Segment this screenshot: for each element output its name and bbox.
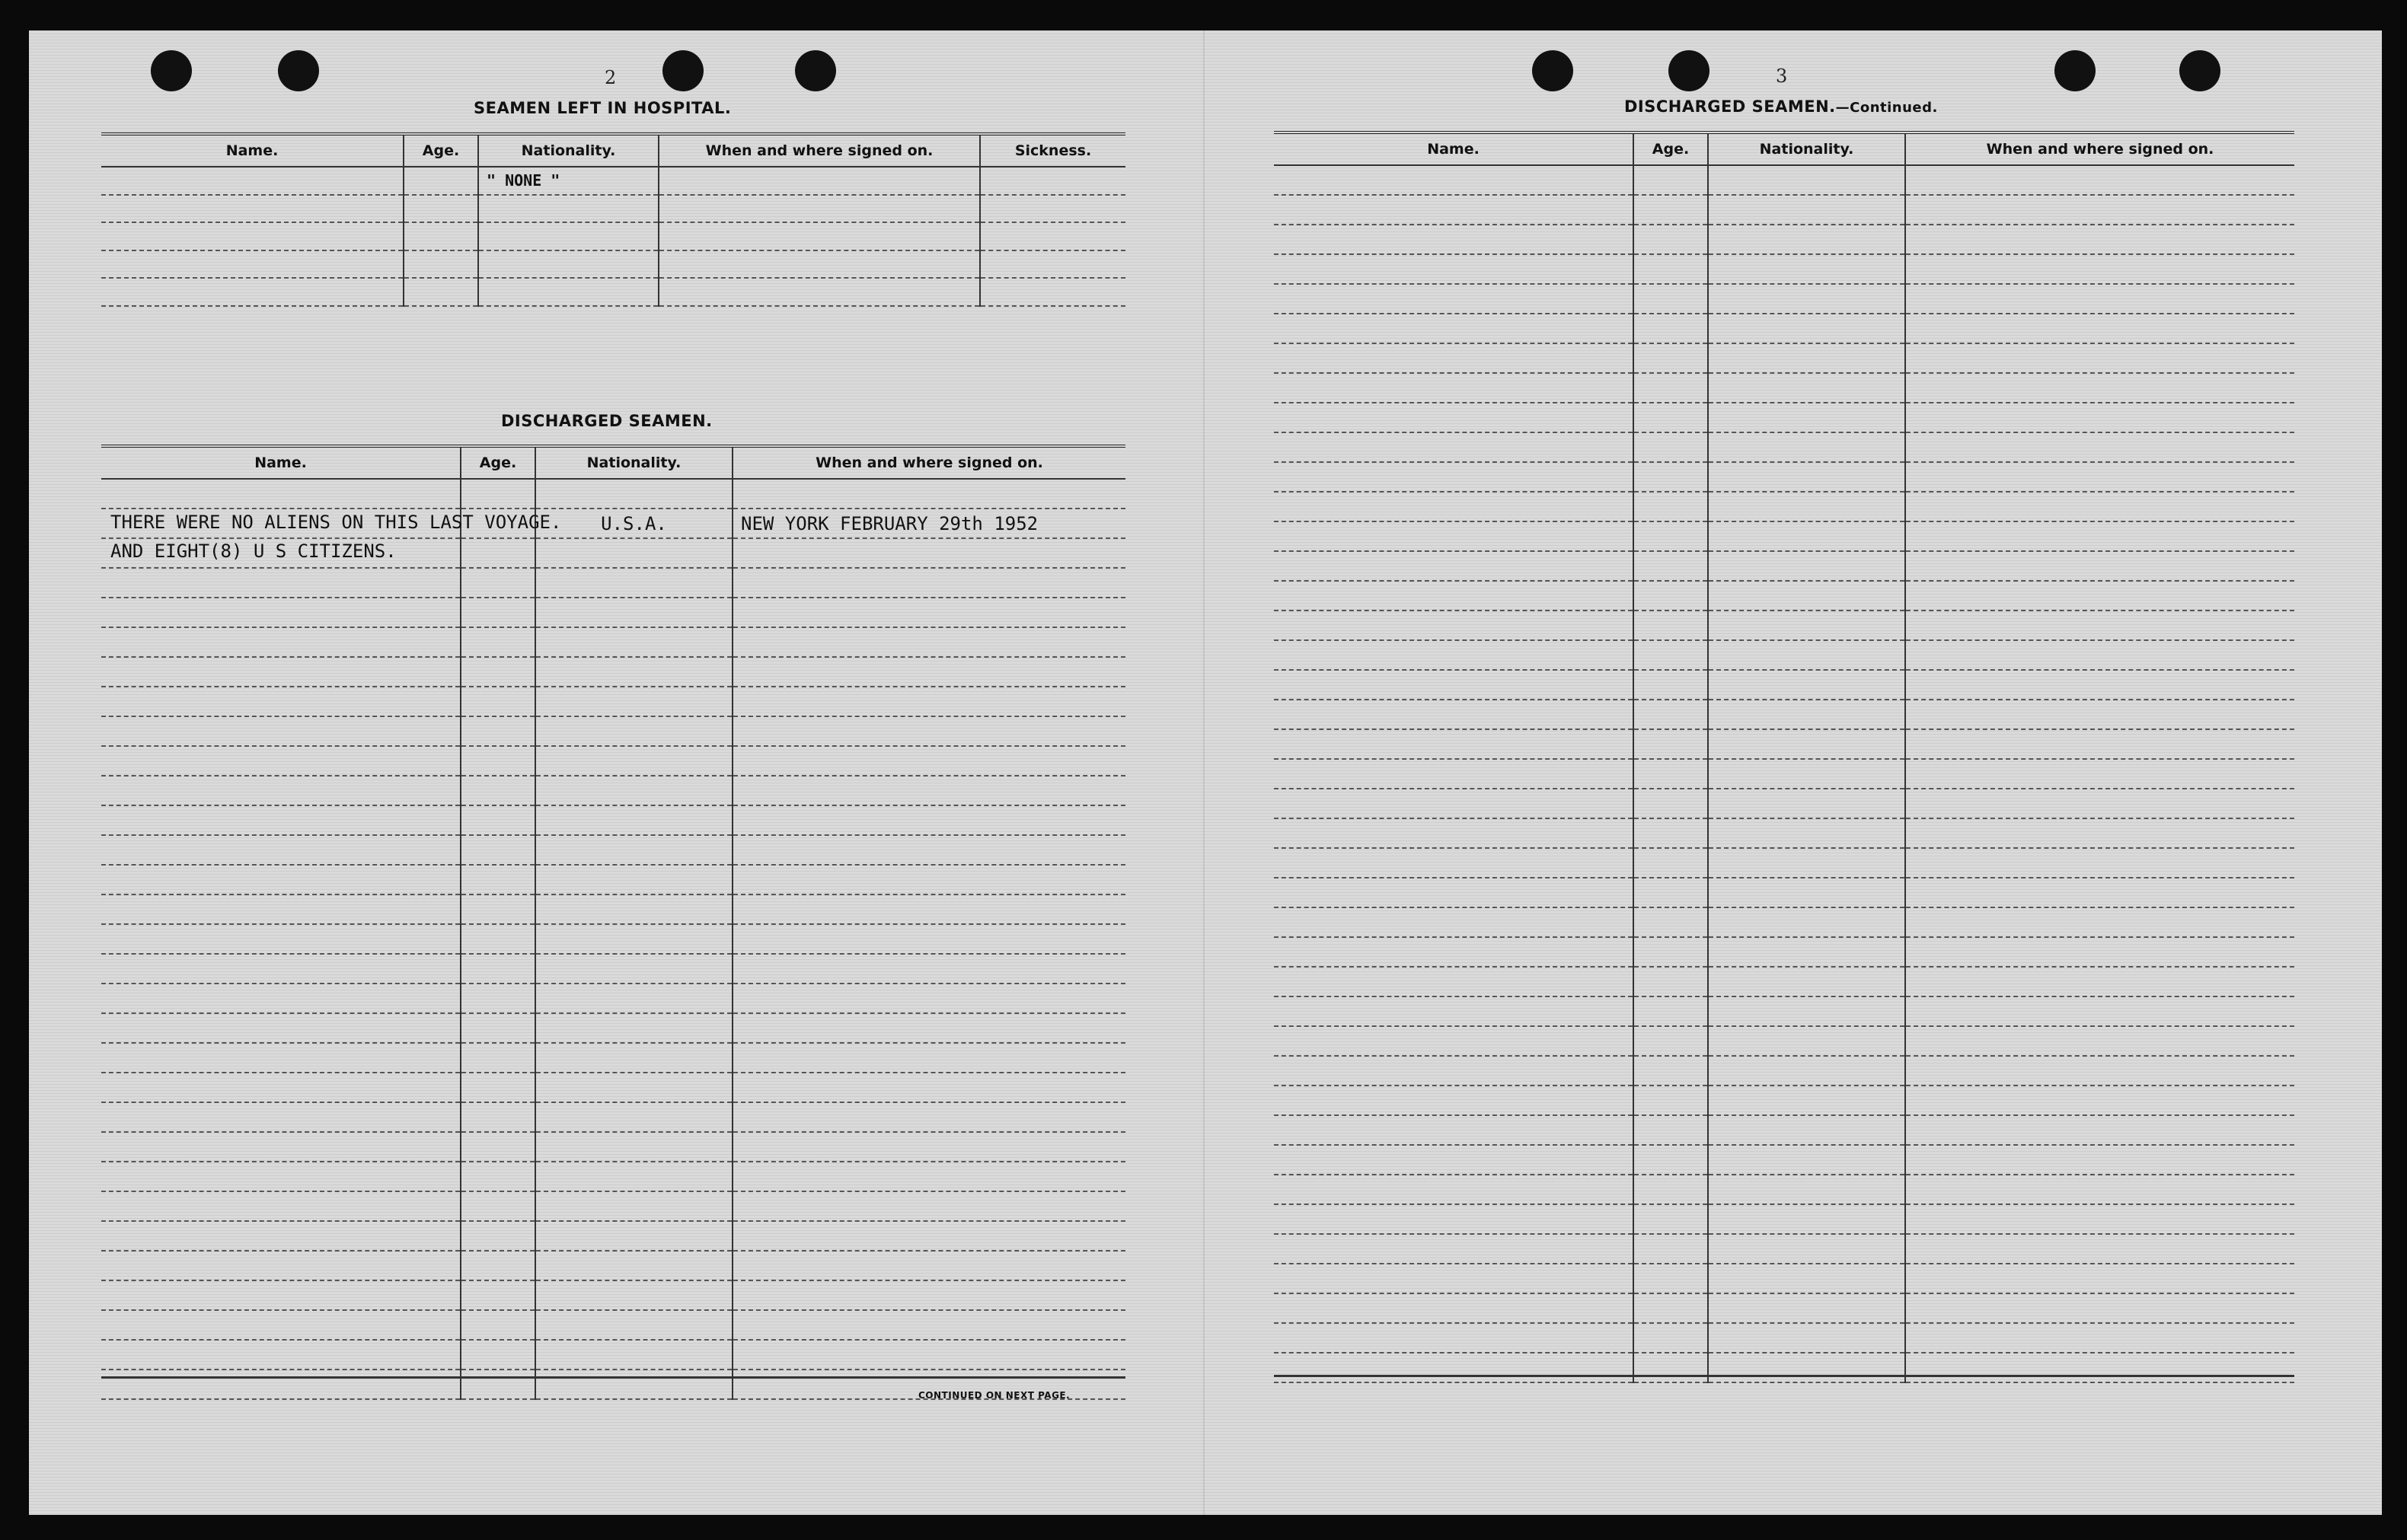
table-row bbox=[101, 954, 1125, 984]
column-header-nationality: Nationality. bbox=[478, 134, 659, 167]
table-row bbox=[101, 1073, 1125, 1102]
table-row bbox=[1274, 1115, 2294, 1145]
punch-hole bbox=[662, 50, 704, 91]
table-row bbox=[101, 924, 1125, 954]
page-number-right: 3 bbox=[1776, 65, 1788, 87]
punch-hole bbox=[2179, 50, 2220, 91]
punch-hole bbox=[1668, 50, 1709, 91]
table-row bbox=[1274, 254, 2294, 284]
punch-hole bbox=[151, 50, 192, 91]
table-row bbox=[101, 1221, 1125, 1251]
table-row bbox=[101, 1310, 1125, 1340]
hospital-none-entry: " NONE " bbox=[478, 167, 659, 195]
typed-line-aliens: THERE WERE NO ALIENS ON THIS LAST VOYAGE. bbox=[110, 512, 562, 533]
table-row bbox=[1274, 937, 2294, 967]
nationality-value: U.S.A. bbox=[535, 509, 733, 538]
table-row bbox=[101, 1013, 1125, 1043]
column-header-name: Name. bbox=[1274, 132, 1633, 165]
table-row bbox=[1274, 165, 2294, 195]
table-row bbox=[1274, 729, 2294, 759]
discharged-continued-table bbox=[1274, 131, 2294, 1383]
table-row bbox=[101, 865, 1125, 894]
table-row bbox=[1274, 1175, 2294, 1204]
table-row bbox=[1274, 314, 2294, 343]
column-header-name: Name. bbox=[101, 134, 404, 167]
table-row bbox=[101, 716, 1125, 746]
table-row bbox=[1274, 1086, 2294, 1115]
table-row bbox=[1274, 878, 2294, 907]
table-row bbox=[101, 568, 1125, 598]
table-row bbox=[1274, 551, 2294, 581]
table-row bbox=[101, 835, 1125, 865]
column-header-name: Name. bbox=[101, 446, 461, 479]
discharged-section-title: DISCHARGED SEAMEN. bbox=[501, 412, 713, 430]
column-header-age: Age. bbox=[461, 446, 535, 479]
table-row bbox=[101, 222, 1125, 250]
table-row bbox=[1274, 967, 2294, 996]
table-row bbox=[1274, 818, 2294, 848]
table-row bbox=[1274, 848, 2294, 878]
table-row bbox=[101, 687, 1125, 716]
table-row bbox=[1274, 700, 2294, 729]
column-header-age: Age. bbox=[404, 134, 478, 167]
punch-hole bbox=[795, 50, 836, 91]
table-row bbox=[1274, 996, 2294, 1026]
discharged-continued-title bbox=[1624, 97, 1938, 116]
table-row bbox=[101, 805, 1125, 835]
discharged-continued-title-text: DISCHARGED SEAMEN. bbox=[1624, 97, 1836, 116]
hospital-table bbox=[101, 132, 1125, 307]
table-row bbox=[1274, 907, 2294, 937]
table-row bbox=[1274, 1293, 2294, 1323]
page-number-left: 2 bbox=[605, 67, 617, 88]
signed-on-value: NEW YORK FEBRUARY 29th 1952 bbox=[733, 509, 1125, 538]
table-row bbox=[101, 657, 1125, 687]
table-row bbox=[101, 598, 1125, 627]
table-row bbox=[1274, 1056, 2294, 1086]
table-row bbox=[101, 1251, 1125, 1280]
page-fold bbox=[1203, 30, 1205, 1515]
column-header-nationality: Nationality. bbox=[1708, 132, 1905, 165]
table-row bbox=[101, 627, 1125, 657]
table-row bbox=[101, 1043, 1125, 1073]
column-header-sickness: Sickness. bbox=[980, 134, 1125, 167]
table-row bbox=[1274, 611, 2294, 640]
column-header-signed-on: When and where signed on. bbox=[1905, 132, 2294, 165]
column-header-age: Age. bbox=[1633, 132, 1708, 165]
table-row bbox=[101, 250, 1125, 279]
column-header-nationality: Nationality. bbox=[535, 446, 733, 479]
table-row bbox=[1274, 403, 2294, 432]
table-row bbox=[1274, 1353, 2294, 1382]
bottom-rule-right bbox=[1274, 1375, 2294, 1377]
table-row bbox=[101, 746, 1125, 776]
table-row bbox=[1274, 492, 2294, 521]
table-row bbox=[1274, 195, 2294, 225]
table-row bbox=[1274, 1323, 2294, 1353]
table-row bbox=[101, 894, 1125, 924]
table-row bbox=[1274, 1145, 2294, 1175]
punch-hole bbox=[278, 50, 319, 91]
table-row bbox=[1274, 1234, 2294, 1264]
table-row bbox=[101, 278, 1125, 306]
table-row bbox=[1274, 759, 2294, 789]
table-row bbox=[101, 984, 1125, 1013]
table-row bbox=[1274, 1204, 2294, 1234]
table-row bbox=[101, 1340, 1125, 1369]
discharged-table bbox=[101, 445, 1125, 1400]
table-row bbox=[1274, 432, 2294, 462]
table-row bbox=[1274, 640, 2294, 670]
column-header-signed-on: When and where signed on. bbox=[733, 446, 1125, 479]
table-row bbox=[1274, 462, 2294, 492]
hospital-section-title: SEAMEN LEFT IN HOSPITAL. bbox=[474, 99, 732, 117]
table-row bbox=[101, 1162, 1125, 1191]
table-row bbox=[1274, 373, 2294, 403]
punch-hole bbox=[2054, 50, 2096, 91]
table-row bbox=[101, 1132, 1125, 1162]
table-row bbox=[1274, 521, 2294, 551]
column-header-signed-on: When and where signed on. bbox=[659, 134, 980, 167]
table-row bbox=[1274, 284, 2294, 314]
table-row bbox=[1274, 343, 2294, 373]
table-row bbox=[1274, 1026, 2294, 1056]
table-row bbox=[1274, 789, 2294, 818]
bottom-rule-left bbox=[101, 1376, 1125, 1379]
table-row bbox=[101, 1280, 1125, 1310]
table-row bbox=[101, 479, 1125, 509]
table-row bbox=[101, 776, 1125, 805]
table-row bbox=[101, 195, 1125, 223]
table-row bbox=[1274, 1264, 2294, 1293]
typed-line-citizens: AND EIGHT(8) U S CITIZENS. bbox=[110, 540, 397, 562]
table-row bbox=[1274, 225, 2294, 254]
table-row bbox=[1274, 670, 2294, 700]
table-row bbox=[1274, 581, 2294, 611]
continued-note: CONTINUED ON NEXT PAGE. bbox=[918, 1390, 1071, 1401]
punch-hole bbox=[1532, 50, 1573, 91]
table-row bbox=[101, 1102, 1125, 1132]
table-row bbox=[101, 1191, 1125, 1221]
continued-suffix: —Continued. bbox=[1835, 100, 1938, 116]
table-row bbox=[101, 167, 1125, 195]
